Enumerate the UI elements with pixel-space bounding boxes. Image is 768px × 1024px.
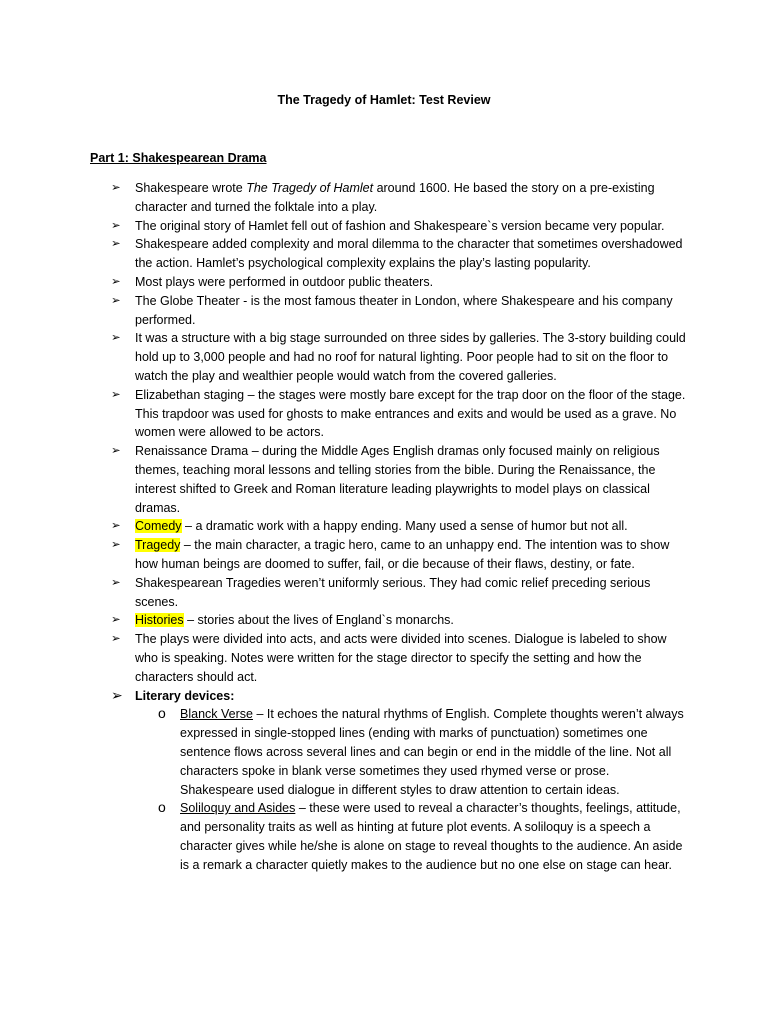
list-item: ➢ Renaissance Drama – during the Middle Ages English dramas only focused mainly on religious themes, teaching moral lessons and telling stories from the bible. During the Renaissance, the interest shifted to Greek and Roman literature leading playwrights to model plays on classical dramas.: [111, 444, 660, 515]
underlined-term: Soliloquy and Asides: [180, 801, 296, 816]
document-title: The Tragedy of Hamlet: Test Review: [277, 93, 491, 107]
literary-devices-heading: Literary devices:: [135, 688, 235, 703]
highlighted-term: Comedy: [135, 519, 182, 534]
list-item: ➢ Shakespearean Tragedies weren’t uniformly serious. They had comic relief preceding serious scenes.: [111, 575, 651, 609]
list-item: ➢ Elizabethan staging – the stages were mostly bare except for the trap door on the floor of the stage. This trapdoor was used for ghosts to make entrances and exits and would be used as a grave. No women were allowed to be actors.: [111, 387, 686, 440]
arrow-bullet-icon: ➢: [111, 182, 121, 194]
arrow-bullet-icon: ➢: [111, 332, 121, 345]
highlighted-term: Histories: [135, 613, 184, 628]
list-item: ➢ It was a structure with a big stage surrounded on three sides by galleries. The 3-story building could hold up to 3,000 people and had no roof for natural lighting. Poor people had to sit on the floor to watch the play and wealthier people would watch from the covered galleries.: [111, 331, 686, 383]
list-item: ➢ Histories – stories about the lives of England`s monarchs.: [90, 611, 686, 630]
arrow-bullet-icon: ➢: [111, 520, 121, 533]
bullet-list: [90, 179, 686, 874]
list-item: ➢ Shakespeare wrote The Tragedy of Hamlet around 1600. He based the story on a pre-existing character and turned the folktale into a play.: [111, 181, 655, 214]
arrow-bullet-icon: ➢: [111, 275, 121, 288]
arrow-bullet-icon: ➢: [111, 238, 121, 251]
arrow-bullet-icon: ➢: [111, 539, 121, 552]
sub-list-item: o Blanck Verse – It echoes the natural rhythms of English. Complete thoughts weren’t always expressed in single-stopped lines (ending with marks of punctuation) sometimes one sentence flows across several lines and can begin or end in the middle of the line. Not all characters spoke in blank verse sometimes they used rhymed verse or prose. Shakespeare used dialogue in different styles to draw attention to certain ideas.: [158, 705, 684, 797]
list-item: ➢ Shakespeare added complexity and moral dilemma to the character that sometimes overshadowed the action. Hamlet’s psychological complexity explains the play’s lasting popularity.: [111, 237, 683, 271]
section-heading: Part 1: Shakespearean Drama: [90, 151, 267, 165]
list-item: ➢ Most plays were performed in outdoor public theaters.: [90, 273, 686, 292]
arrow-bullet-icon: ➢: [111, 686, 123, 703]
arrow-bullet-icon: ➢: [111, 614, 121, 627]
highlighted-term: Tragedy: [135, 538, 181, 553]
play-title: The Tragedy of Hamlet: [246, 181, 374, 195]
underlined-term: Blanck Verse: [180, 707, 253, 722]
arrow-bullet-icon: ➢: [111, 445, 121, 458]
sub-list-item: o Soliloquy and Asides – these were used to reveal a character’s thoughts, feelings, attitude, and personality traits as well as hinting at future plot events. A soliloquy is a speech a character gives while he/she is alone on stage to reveal thoughts to the audience. An aside is a remark a character quietly makes to the audience but no one else on stage can hear.: [158, 799, 683, 872]
list-item: ➢ The Globe Theater - is the most famous theater in London, where Shakespeare and his company performed.: [111, 293, 673, 327]
arrow-bullet-icon: ➢: [111, 294, 121, 307]
arrow-bullet-icon: ➢: [111, 633, 121, 646]
circle-bullet-icon: o: [158, 705, 166, 722]
sub-list: [135, 705, 686, 874]
list-item: [90, 687, 686, 875]
list-item: ➢ The original story of Hamlet fell out of fashion and Shakespeare`s version became very popular.: [90, 217, 686, 236]
arrow-bullet-icon: ➢: [111, 219, 121, 232]
arrow-bullet-icon: ➢: [111, 576, 121, 589]
arrow-bullet-icon: ➢: [111, 388, 121, 401]
list-item: ➢ Tragedy – the main character, a tragic hero, came to an unhappy end. The intention was to show how human beings are doomed to suffer, fail, or die because of their flaws, destiny, or fate.: [111, 538, 670, 571]
list-item: ➢ Comedy – a dramatic work with a happy ending. Many used a sense of humor but not all.: [90, 517, 686, 536]
circle-bullet-icon: o: [158, 799, 166, 816]
list-item: ➢ The plays were divided into acts, and acts were divided into scenes. Dialogue is labeled to show who is speaking. Notes were written for the stage director to specify the setting and how the characters should act.: [111, 632, 667, 684]
